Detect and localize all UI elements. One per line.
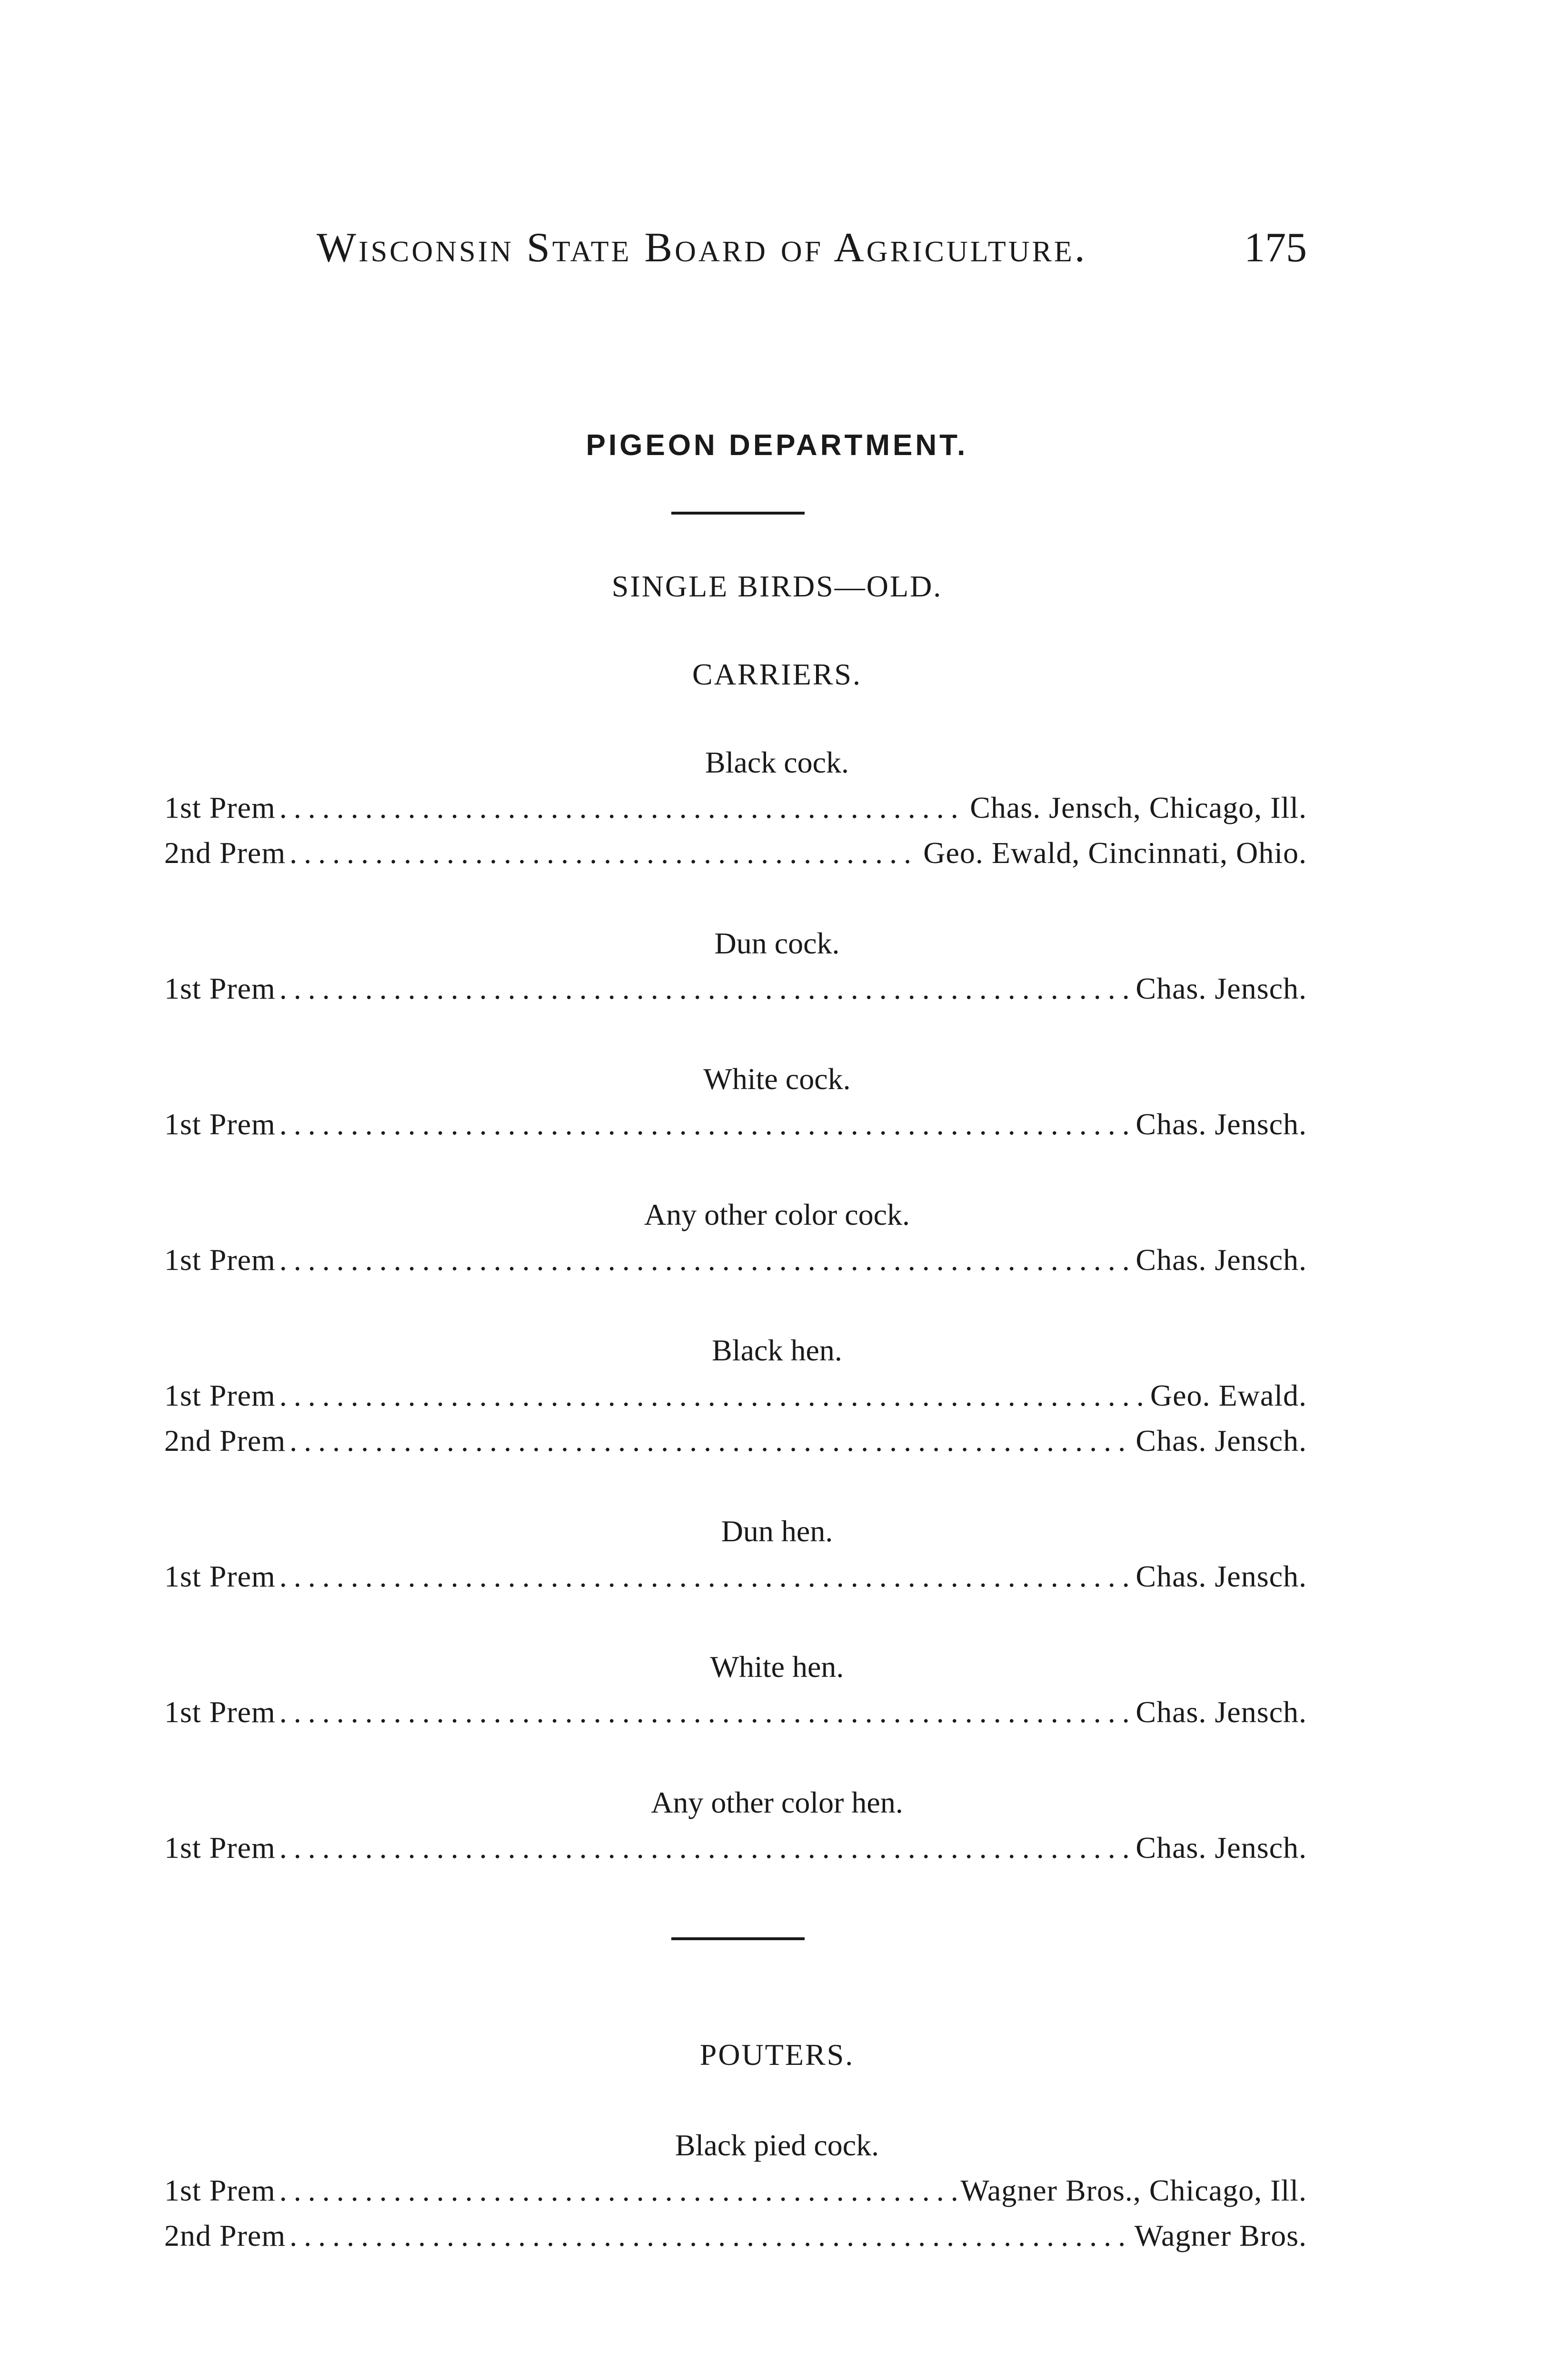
award-place: 1st Prem [164, 1831, 276, 1864]
dot-leader [279, 971, 1132, 1006]
award-place: 1st Prem [164, 1107, 276, 1141]
award-row [164, 1107, 1307, 1145]
subtitle: SINGLE BIRDS—OLD. [611, 569, 943, 603]
award-place: 1st Prem [164, 1695, 276, 1729]
award-place: 1st Prem [164, 972, 276, 1005]
award-row [164, 790, 1307, 828]
running-title: Wisconsin State Board of Agriculture. [317, 225, 1087, 271]
running-header [317, 224, 1307, 276]
award-winner: Wagner Bros. [1134, 2219, 1307, 2252]
award-row [164, 971, 1307, 1009]
award-winner: Chas. Jensch. [1136, 1559, 1307, 1593]
award-winner: Chas. Jensch. [1136, 1695, 1307, 1729]
divider-rule [671, 1937, 805, 1940]
class-label: Any other color hen. [651, 1785, 903, 1819]
award-row [164, 1378, 1307, 1416]
dot-leader [279, 1107, 1132, 1142]
class-label: Black cock. [705, 745, 849, 779]
class-label: Any other color cock. [644, 1198, 910, 1231]
award-place: 1st Prem [164, 2173, 276, 2207]
award-row [164, 1695, 1307, 1733]
award-row [164, 2218, 1307, 2256]
page-number: 175 [1244, 225, 1307, 271]
award-winner: Geo. Ewald. [1150, 1378, 1307, 1412]
dot-leader [289, 2218, 1131, 2253]
award-place: 2nd Prem [164, 2219, 286, 2252]
dot-leader [279, 790, 966, 825]
award-winner: Chas. Jensch. [1136, 1831, 1307, 1864]
dot-leader [289, 835, 919, 871]
award-winner: Geo. Ewald, Cincinnati, Ohio. [923, 836, 1307, 870]
award-row [164, 2173, 1307, 2211]
dot-leader [279, 1242, 1132, 1278]
class-label: White cock. [703, 1062, 851, 1096]
award-place: 1st Prem [164, 1378, 276, 1412]
section-title-pouters: POUTERS. [699, 2038, 855, 2072]
class-label: Black pied cock. [675, 2128, 879, 2162]
class-label: Dun hen. [721, 1514, 833, 1548]
award-place: 1st Prem [164, 1559, 276, 1593]
award-place: 1st Prem [164, 1243, 276, 1277]
dot-leader [279, 1559, 1132, 1594]
award-winner: Wagner Bros., Chicago, Ill. [960, 2173, 1307, 2207]
section-title-carriers: CARRIERS. [692, 657, 862, 691]
award-row [164, 1423, 1307, 1461]
dot-leader [279, 1830, 1132, 1865]
class-label: White hen. [710, 1650, 844, 1684]
award-row [164, 1559, 1307, 1597]
award-place: 2nd Prem [164, 1424, 286, 1458]
award-row [164, 1242, 1307, 1280]
award-row [164, 1830, 1307, 1868]
class-label: Dun cock. [714, 926, 840, 960]
award-winner: Chas. Jensch. [1136, 1424, 1307, 1458]
award-winner: Chas. Jensch. [1136, 1107, 1307, 1141]
dot-leader [279, 2173, 957, 2208]
award-winner: Chas. Jensch. [1136, 1243, 1307, 1277]
department-title: PIGEON DEPARTMENT. [586, 429, 968, 462]
class-label: Black hen. [712, 1333, 842, 1367]
dot-leader [279, 1695, 1132, 1730]
award-winner: Chas. Jensch. [1136, 972, 1307, 1005]
award-place: 1st Prem [164, 791, 276, 824]
award-row [164, 835, 1307, 873]
dot-leader [279, 1378, 1146, 1413]
award-winner: Chas. Jensch, Chicago, Ill. [970, 791, 1307, 824]
divider-rule [671, 512, 805, 515]
award-place: 2nd Prem [164, 836, 286, 870]
dot-leader [289, 1423, 1132, 1458]
